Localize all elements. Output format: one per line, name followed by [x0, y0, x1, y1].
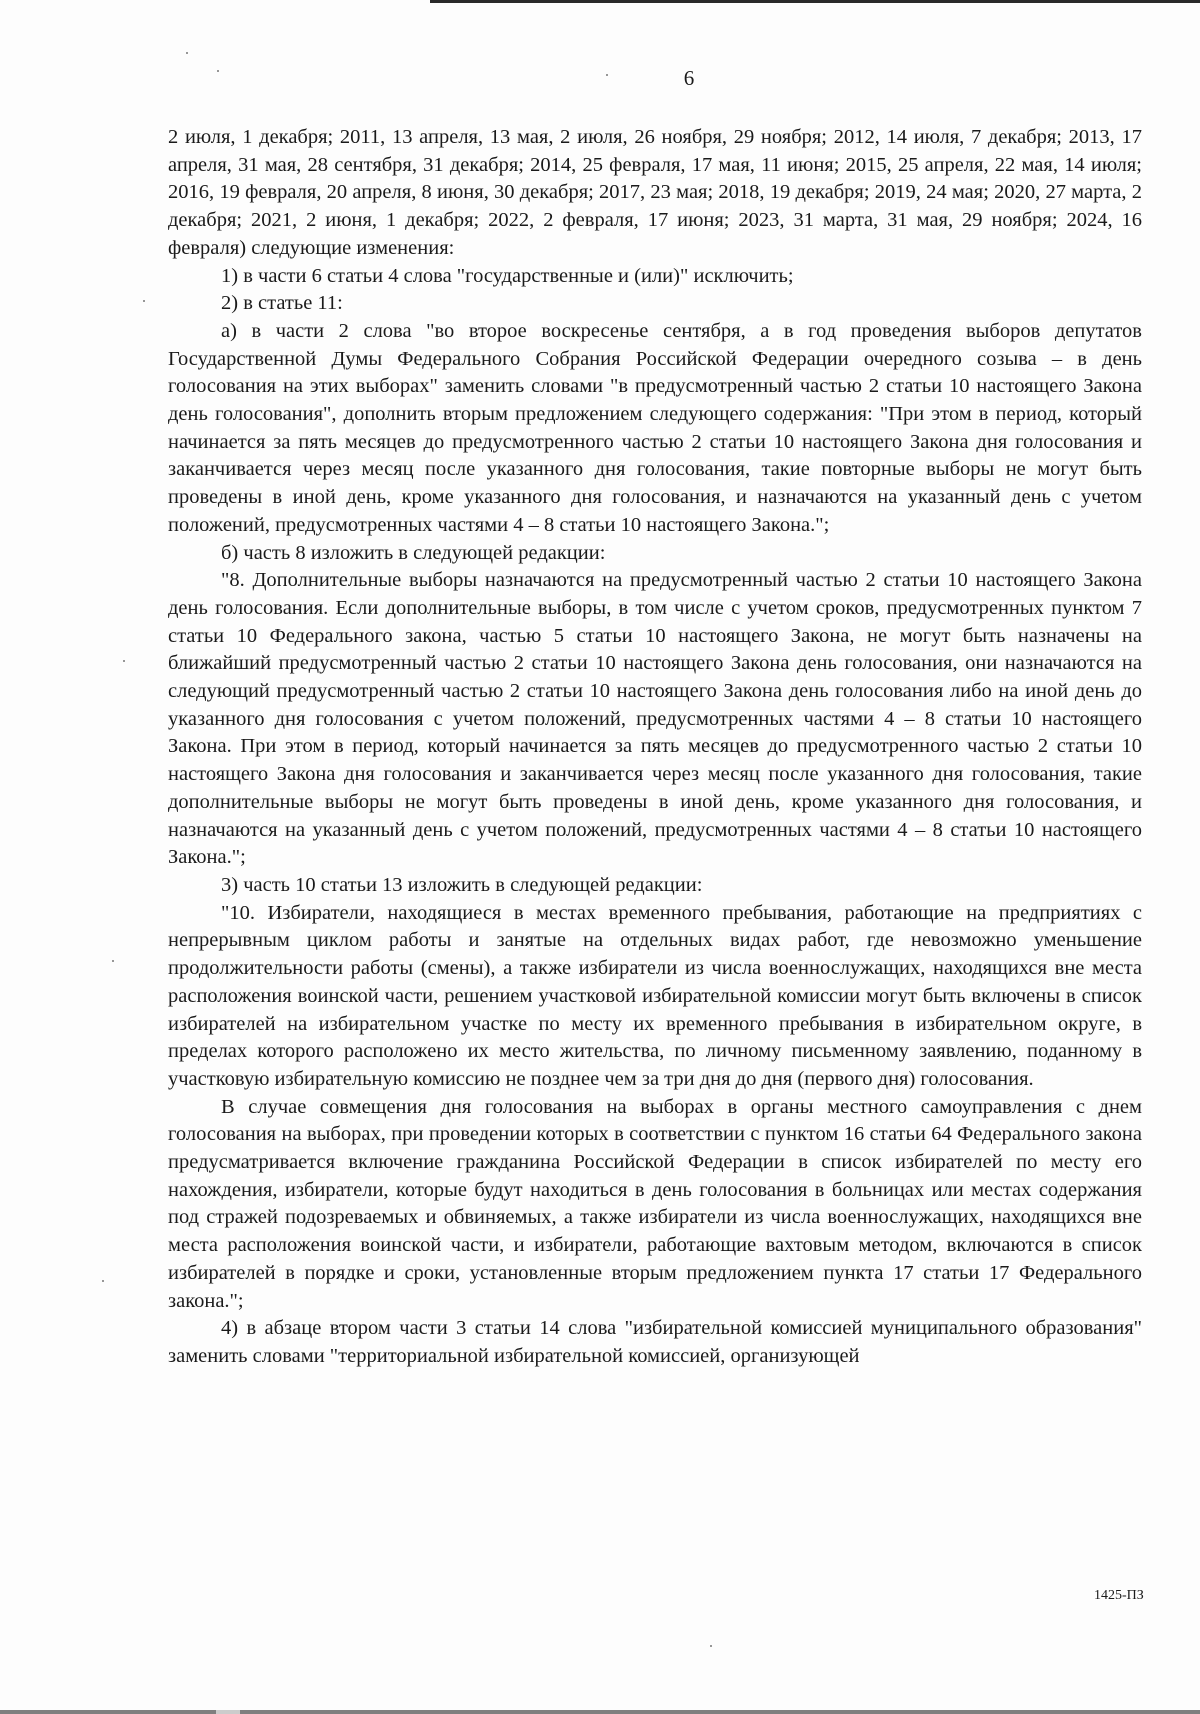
scan-edge-top — [430, 0, 1200, 3]
scan-speck — [186, 52, 188, 54]
paragraph-dates-list: 2 июля, 1 декабря; 2011, 13 апреля, 13 мая, 2 июля, 26 ноября, 29 ноября; 2012, 14 июля, 7 декабря; 2013, 17 апреля, 31 мая, 28 сентября, 31 декабря; 2014, 25 февраля, 17 мая, 11 июня; 2015, 25 апреля, 22 мая, 14 июля; 2016, 19 февраля, 20 апреля, 8 июня, 30 декабря; 2017, 23 мая; 2018, 19 декабря; 2019, 24 мая; 2020, 27 марта, 2 декабря; 2021, 2 июня, 1 декабря; 2022, 2 февраля, 17 июня; 2023, 31 марта, 31 мая, 29 ноября; 2024, 16 февраля) следующие изменения: — [168, 126, 1142, 259]
page-number: 6 — [683, 66, 695, 90]
paragraph-item-3: 3) часть 10 статьи 13 изложить в следующей редакции: — [221, 873, 703, 896]
scan-speck — [143, 300, 145, 302]
scan-edge-bottom — [0, 1710, 1200, 1714]
paragraph-item-2a: а) в части 2 слова "во второе воскресенье сентября, а в год проведения выборов депутатов Государственной Думы Федерального Собрания Российской Федерации очередного созыва – в день голосования на этих выборах" заменить словами "в предусмотренный частью 2 статьи 10 настоящего Закона день голосования", дополнить вторым предложением следующего содержания: "При этом в период, который начинается за пять месяцев до предусмотренного частью 2 статьи 10 настоящего Закона дня голосования и заканчивается через месяц после указанного дня голосования, такие повторные выборы не могут быть проведены в иной день, кроме указанного дня голосования, и назначаются на указанный день с учетом положений, предусмотренных частями 4 – 8 статьи 10 настоящего Закона."; — [168, 319, 1142, 536]
paragraph-part-10-text: "10. Избиратели, находящиеся в местах временного пребывания, работающие на предприятиях с непрерывным циклом работы и занятые на отдельных видах работ, где невозможно уменьшение продолжительности работы (смены), а также избиратели из числа военнослужащих, находящихся вне места расположения воинской части, решением участковой избирательной комиссии могут быть включены в список избирателей на избирательном участке по месту их временного пребывания в избирательном округе, в пределах которого расположено их место жительства, по личному письменному заявлению, поданному в участковую избирательную комиссию не позднее чем за три дня до дня (первого дня) голосования. — [168, 901, 1142, 1090]
scan-speck — [123, 660, 125, 662]
paragraph-part-10-second: В случае совмещения дня голосования на выборах в органы местного самоуправления с днем голосования на выборах, при проведении которых в соответствии с пунктом 16 статьи 64 Федерального закона предусматривается включение гражданина Российской Федерации в список избирателей по месту его нахождения, избиратели, которые будут находиться в день голосования в больницах или местах содержания под стражей подозреваемых и обвиняемых, а также избиратели из числа военнослужащих, находящихся вне места расположения воинской части, и избиратели, работающие вахтовым методом, включаются в список избирателей в порядке и сроки, установленные вторым предложением пункта 17 статьи 17 Федерального закона."; — [168, 1095, 1142, 1312]
scan-speck — [710, 1645, 712, 1647]
paragraph-item-2b: б) часть 8 изложить в следующей редакции: — [221, 541, 606, 564]
document-code: 1425-ПЗ — [1094, 1588, 1144, 1603]
paragraph-part-8-text: "8. Дополнительные выборы назначаются на предусмотренный частью 2 статьи 10 настоящего Закона день голосования. Если дополнительные выборы, в том числе с учетом сроков, предусмотренных пунктом 7 статьи 10 Федерального закона, частью 5 статьи 10 настоящего Закона, не могут быть назначены на ближайший предусмотренный частью 2 статьи 10 настоящего Закона день голосования, они назначаются на следующий предусмотренный частью 2 статьи 10 настоящего Закона день голосования либо на иной день до указанного дня голосования с учетом положений, предусмотренных частями 4 – 8 статьи 10 настоящего Закона. При этом в период, который начинается за пять месяцев до предусмотренного частью 2 статьи 10 настоящего Закона дня голосования и заканчивается через месяц после указанного дня голосования, такие дополнительные выборы не могут быть проведены в иной день, кроме указанного дня голосования, и назначаются на указанный день с учетом положений, предусмотренных частями 4 – 8 статьи 10 настоящего Закона."; — [168, 569, 1142, 869]
document-body — [168, 124, 1142, 1371]
scan-speck — [102, 1280, 104, 1282]
paragraph-item-4: 4) в абзаце втором части 3 статьи 14 слова "избирательной комиссией муниципального образования" заменить словами "территориальной избирательной комиссией, организующей — [168, 1317, 1142, 1367]
paragraph-item-2: 2) в статье 11: — [221, 292, 343, 315]
paragraph-item-1: 1) в части 6 статьи 4 слова "государственные и (или)" исключить; — [221, 264, 794, 287]
scan-speck — [112, 960, 114, 962]
